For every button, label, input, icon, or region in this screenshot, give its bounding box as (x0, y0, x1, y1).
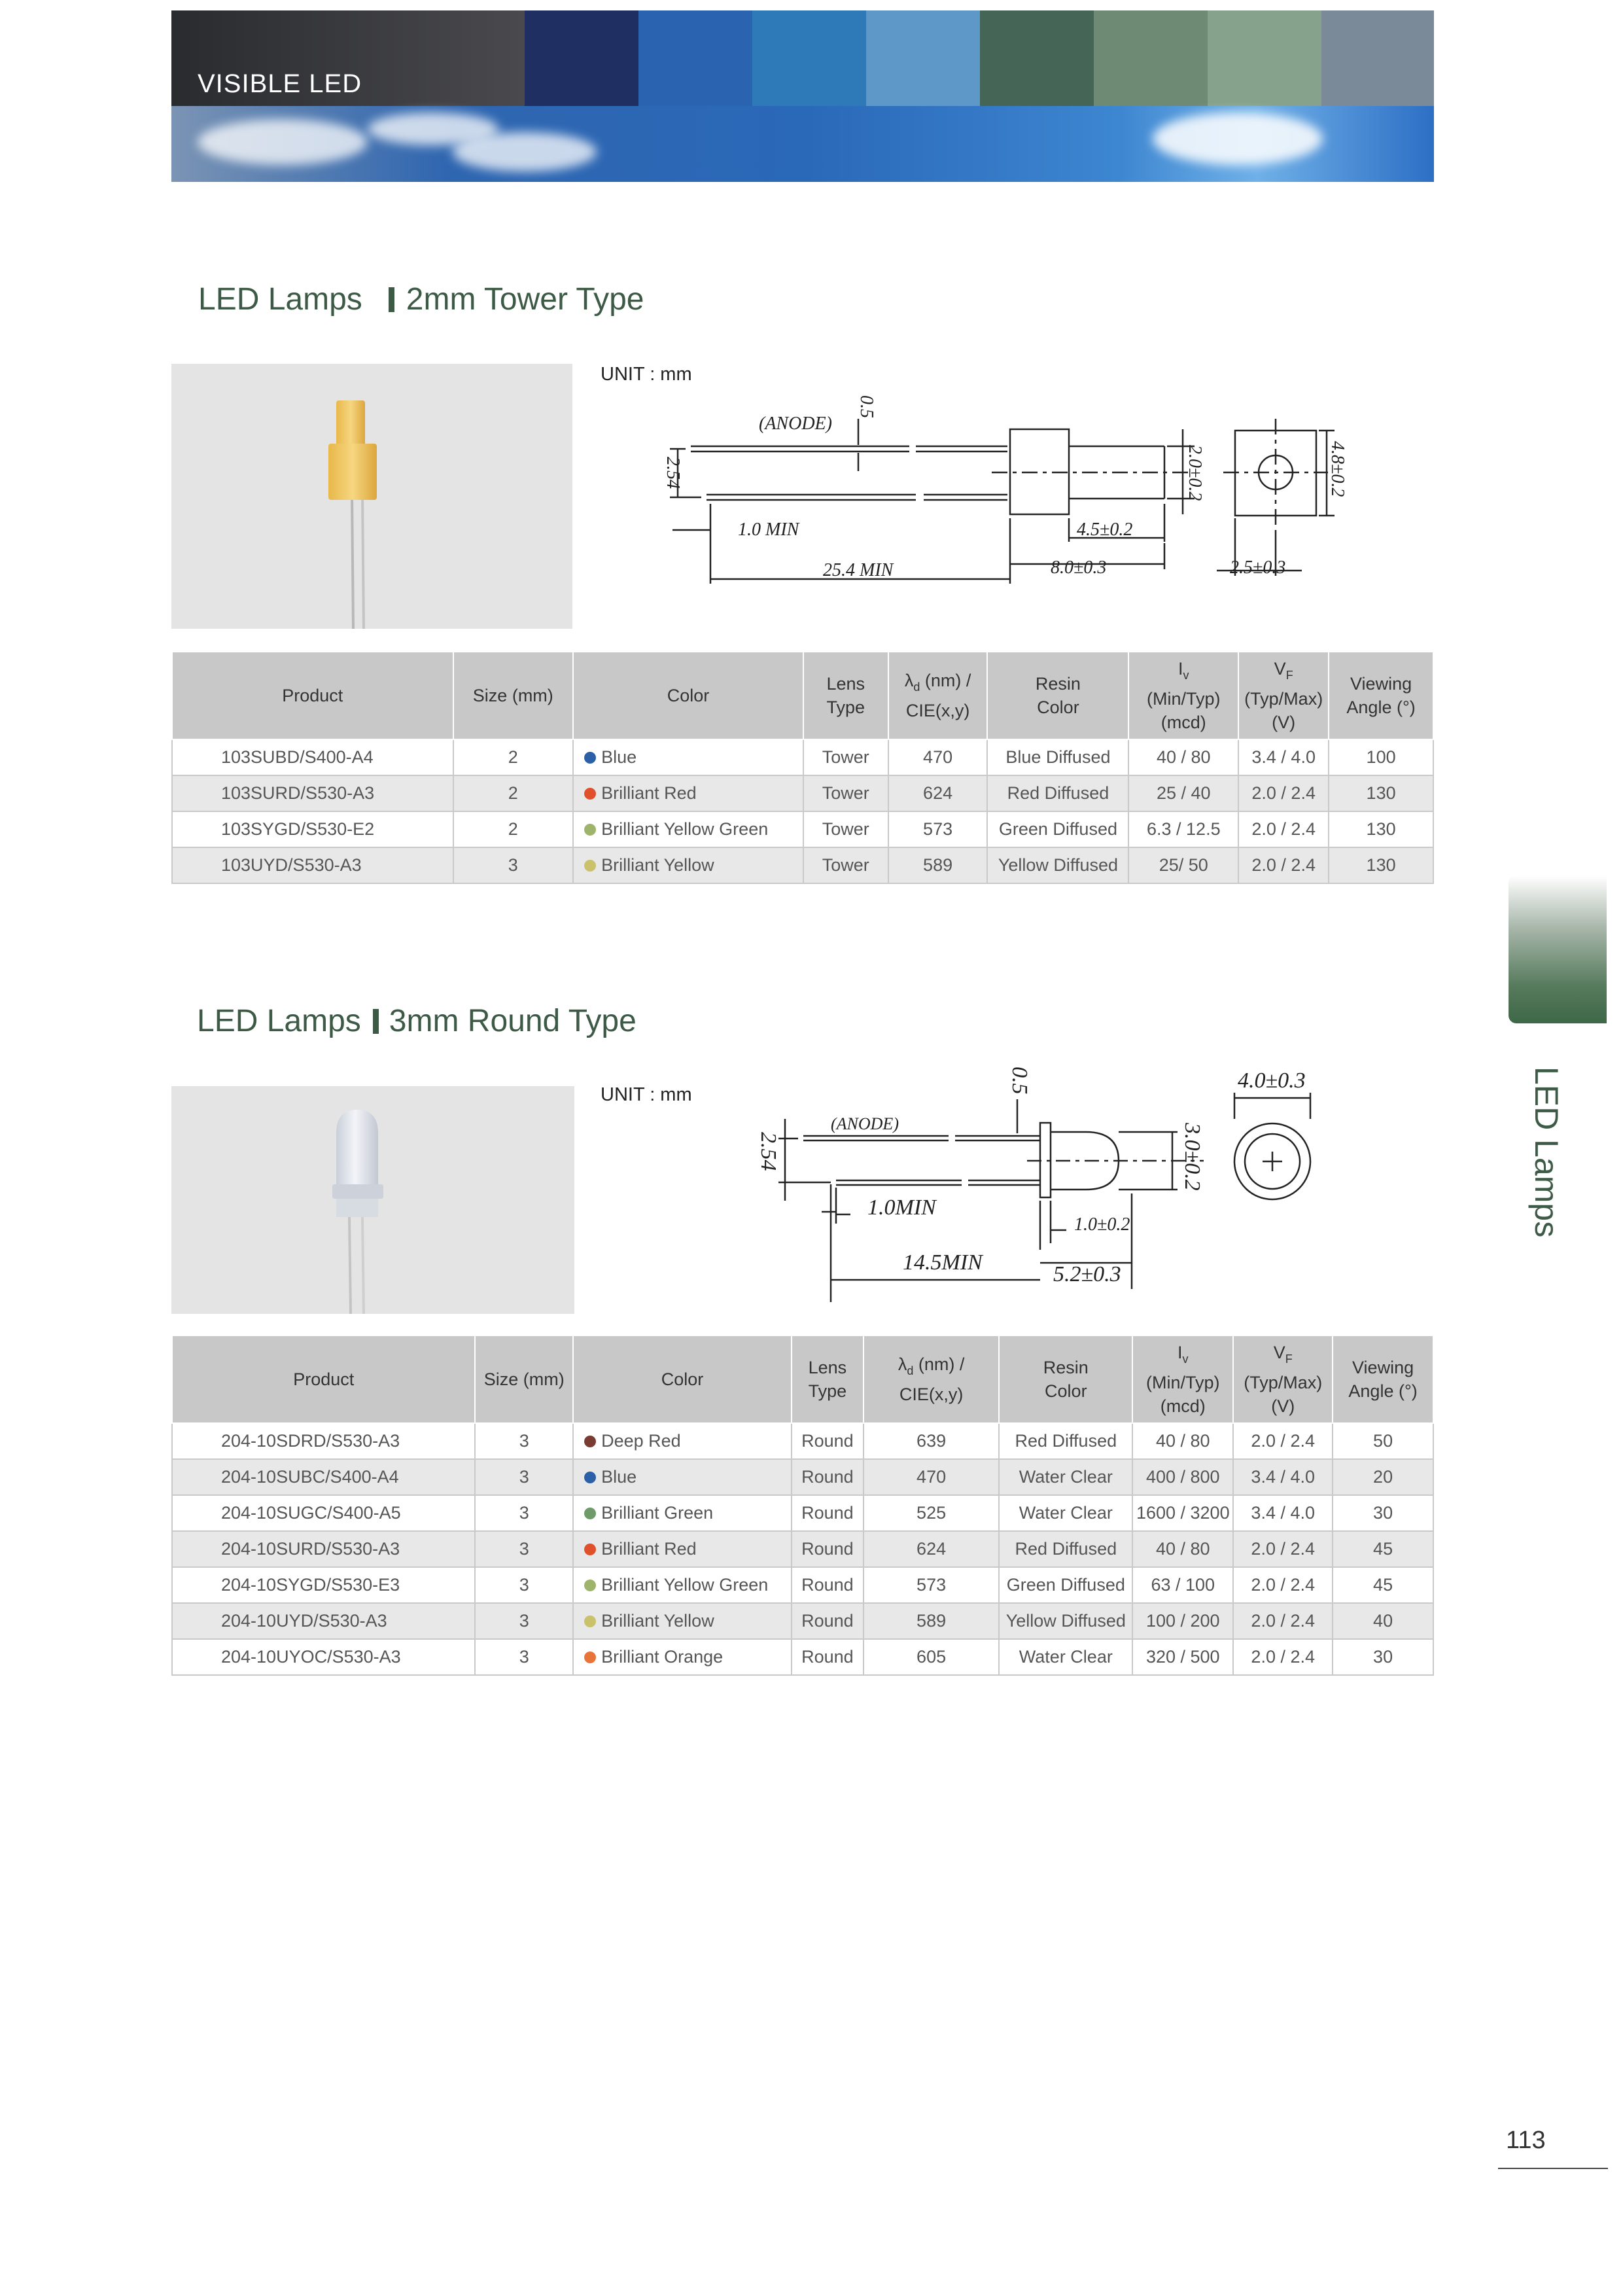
color-dot-icon (584, 1616, 596, 1627)
cell-iv: 40 / 80 (1132, 1531, 1233, 1567)
header-size: Size (mm) (475, 1335, 573, 1423)
color-dot-icon (584, 1472, 596, 1483)
color-dot-icon (584, 752, 596, 764)
cell-iv: 40 / 80 (1132, 1423, 1233, 1459)
cell-size: 3 (453, 847, 574, 883)
cell-iv: 40 / 80 (1128, 739, 1238, 775)
cell-lens: Round (792, 1459, 864, 1495)
cell-lens: Round (792, 1423, 864, 1459)
header-banner (171, 10, 1434, 182)
round-spec-table (171, 1335, 1434, 1676)
cell-vf: 2.0 / 2.4 (1238, 775, 1329, 811)
header-viewing-angle: Viewing Angle (°) (1333, 1335, 1433, 1423)
table-row (172, 739, 1433, 775)
cell-size: 2 (453, 811, 574, 847)
round-dim-diameter: 3.0±0.2 (1180, 1123, 1204, 1191)
header-lens: Lens Type (792, 1335, 864, 1423)
cell-iv: 400 / 800 (1132, 1459, 1233, 1495)
cell-vf: 2.0 / 2.4 (1233, 1531, 1333, 1567)
round-unit-label: UNIT : mm (601, 1084, 692, 1105)
cell-product: 204-10UYOC/S530-A3 (172, 1639, 475, 1675)
cell-color: Brilliant Yellow (573, 1603, 792, 1639)
cell-size: 2 (453, 775, 574, 811)
cell-lens: Round (792, 1603, 864, 1639)
tower-dim-lead-min: 1.0 MIN (738, 520, 799, 540)
tower-section-title (198, 281, 644, 317)
cell-size: 3 (475, 1603, 573, 1639)
round-dim-flange: 1.0±0.2 (1074, 1214, 1130, 1235)
tower-dimension-drawing (654, 380, 1361, 602)
cell-resin: Green Diffused (999, 1567, 1132, 1603)
cell-angle: 45 (1333, 1567, 1433, 1603)
cell-product: 204-10SUGC/S400-A5 (172, 1495, 475, 1531)
table-header-row (172, 1335, 1433, 1423)
cell-wavelength: 573 (864, 1567, 1000, 1603)
cell-wavelength: 589 (864, 1603, 1000, 1639)
header-vf: $V_F$ (Typ/Max) (V) (1238, 652, 1329, 739)
cell-angle: 100 (1329, 739, 1433, 775)
color-dot-icon (584, 824, 596, 836)
tower-title-left: LED Lamps (198, 282, 362, 317)
side-tab (1509, 875, 1607, 1023)
cell-angle: 30 (1333, 1639, 1433, 1675)
tower-title-right: 2mm Tower Type (406, 282, 644, 317)
cell-resin: Green Diffused (987, 811, 1128, 847)
cell-lens: Round (792, 1567, 864, 1603)
color-dot-icon (584, 788, 596, 800)
header-iv: $I_v$ (Min/Typ) (mcd) (1128, 652, 1238, 739)
cell-iv: 25 / 40 (1128, 775, 1238, 811)
title-divider (389, 287, 394, 312)
header-color: Color (573, 1335, 792, 1423)
table-row (172, 847, 1433, 883)
color-dot-icon (584, 1436, 596, 1447)
color-dot-icon (584, 1651, 596, 1663)
cell-angle: 30 (1333, 1495, 1433, 1531)
tower-dim-width: 2.0±0.2 (1185, 445, 1205, 501)
page-number-rule (1498, 2168, 1608, 2169)
cell-wavelength: 470 (888, 739, 988, 775)
sky-image (171, 106, 1434, 182)
table-row (172, 1459, 1433, 1495)
cell-resin: Water Clear (999, 1459, 1132, 1495)
cell-color: Brilliant Yellow Green (573, 1567, 792, 1603)
header-lens: Lens Type (803, 652, 888, 739)
round-dim-length: 14.5MIN (903, 1250, 983, 1275)
cell-product: 204-10SUBC/S400-A4 (172, 1459, 475, 1495)
cell-product: 204-10SYGD/S530-E3 (172, 1567, 475, 1603)
cell-lens: Round (792, 1495, 864, 1531)
table-row (172, 1567, 1433, 1603)
color-dot-icon (584, 1544, 596, 1555)
round-title-right: 3mm Round Type (389, 1004, 637, 1038)
tower-dim-total: 8.0±0.3 (1051, 557, 1107, 578)
cell-color: Brilliant Yellow Green (573, 811, 803, 847)
round-dim-lead-width: 0.5 (1007, 1067, 1032, 1095)
round-dim-pitch: 2.54 (756, 1132, 780, 1171)
cell-lens: Round (792, 1531, 864, 1567)
cell-wavelength: 639 (864, 1423, 1000, 1459)
tower-dim-pitch: 2.54 (663, 457, 683, 489)
cell-iv: 6.3 / 12.5 (1128, 811, 1238, 847)
round-dim-rim: 4.0±0.3 (1238, 1069, 1306, 1093)
page-number: 113 (1506, 2127, 1546, 2154)
header-product: Product (172, 652, 453, 739)
cell-product: 103SURD/S530-A3 (172, 775, 453, 811)
cell-vf: 2.0 / 2.4 (1238, 847, 1329, 883)
cell-vf: 2.0 / 2.4 (1238, 811, 1329, 847)
cell-color: Deep Red (573, 1423, 792, 1459)
cell-lens: Tower (803, 775, 888, 811)
cell-angle: 45 (1333, 1531, 1433, 1567)
cell-size: 2 (453, 739, 574, 775)
side-tab-label: LED Lamps (1528, 1067, 1565, 1238)
tower-dim-anode: (ANODE) (759, 414, 832, 434)
cell-angle: 40 (1333, 1603, 1433, 1639)
cell-product: 204-10SURD/S530-A3 (172, 1531, 475, 1567)
table-row (172, 775, 1433, 811)
cell-product: 103SYGD/S530-E2 (172, 811, 453, 847)
table-row (172, 1423, 1433, 1459)
cell-wavelength: 624 (864, 1531, 1000, 1567)
cell-resin: Yellow Diffused (987, 847, 1128, 883)
cell-wavelength: 589 (888, 847, 988, 883)
cell-angle: 50 (1333, 1423, 1433, 1459)
cell-wavelength: 470 (864, 1459, 1000, 1495)
round-led-photo (171, 1086, 574, 1314)
tower-spec-table (171, 651, 1434, 884)
cell-color: Brilliant Red (573, 1531, 792, 1567)
cell-angle: 130 (1329, 847, 1433, 883)
cell-color: Brilliant Red (573, 775, 803, 811)
cell-lens: Round (792, 1639, 864, 1675)
cell-iv: 63 / 100 (1132, 1567, 1233, 1603)
header-size: Size (mm) (453, 652, 574, 739)
cell-color: Brilliant Orange (573, 1639, 792, 1675)
cell-vf: 3.4 / 4.0 (1233, 1459, 1333, 1495)
cell-resin: Red Diffused (987, 775, 1128, 811)
cell-iv: 100 / 200 (1132, 1603, 1233, 1639)
tower-dim-side-width: 2.5±0.3 (1230, 557, 1286, 578)
cell-vf: 2.0 / 2.4 (1233, 1639, 1333, 1675)
cell-color: Brilliant Yellow (573, 847, 803, 883)
header-color: Color (573, 652, 803, 739)
cell-size: 3 (475, 1423, 573, 1459)
cell-resin: Blue Diffused (987, 739, 1128, 775)
tower-dim-body-length: 4.5±0.2 (1077, 520, 1133, 540)
cell-color: Blue (573, 739, 803, 775)
header-wavelength: $\lambda_d$ (nm) / CIE(x,y) (864, 1335, 1000, 1423)
cell-vf: 2.0 / 2.4 (1233, 1423, 1333, 1459)
cell-resin: Red Diffused (999, 1531, 1132, 1567)
cell-vf: 2.0 / 2.4 (1233, 1567, 1333, 1603)
header-iv: $I_v$ (Min/Typ) (mcd) (1132, 1335, 1233, 1423)
cell-product: 103SUBD/S400-A4 (172, 739, 453, 775)
cell-iv: 320 / 500 (1132, 1639, 1233, 1675)
cell-size: 3 (475, 1495, 573, 1531)
table-row (172, 811, 1433, 847)
cell-size: 3 (475, 1639, 573, 1675)
tower-dim-height: 4.8±0.2 (1327, 441, 1348, 497)
cell-size: 3 (475, 1459, 573, 1495)
cell-product: 204-10UYD/S530-A3 (172, 1603, 475, 1639)
header-wavelength: $\lambda_d$ (nm) / CIE(x,y) (888, 652, 988, 739)
cell-product: 103UYD/S530-A3 (172, 847, 453, 883)
cell-wavelength: 573 (888, 811, 988, 847)
cell-color: Blue (573, 1459, 792, 1495)
round-dim-lead-min: 1.0MIN (867, 1195, 936, 1220)
title-divider (373, 1009, 379, 1034)
cell-resin: Water Clear (999, 1495, 1132, 1531)
round-title-left: LED Lamps (197, 1004, 361, 1038)
color-dot-icon (584, 1508, 596, 1519)
cell-resin: Yellow Diffused (999, 1603, 1132, 1639)
cell-color: Brilliant Green (573, 1495, 792, 1531)
cell-angle: 130 (1329, 811, 1433, 847)
tower-led-photo (171, 364, 572, 629)
round-section-title (197, 1003, 637, 1039)
tower-dim-length: 25.4 MIN (823, 560, 894, 580)
header-resin: Resin Color (999, 1335, 1132, 1423)
table-row (172, 1531, 1433, 1567)
cell-iv: 25/ 50 (1128, 847, 1238, 883)
round-dim-body: 5.2±0.3 (1053, 1262, 1121, 1286)
cell-vf: 2.0 / 2.4 (1233, 1603, 1333, 1639)
round-dim-anode: (ANODE) (831, 1114, 899, 1133)
table-header-row (172, 652, 1433, 739)
header-viewing-angle: Viewing Angle (°) (1329, 652, 1433, 739)
cell-lens: Tower (803, 739, 888, 775)
cell-lens: Tower (803, 811, 888, 847)
color-dot-icon (584, 1580, 596, 1591)
cell-angle: 20 (1333, 1459, 1433, 1495)
round-dimension-drawing (746, 1053, 1348, 1309)
cell-wavelength: 605 (864, 1639, 1000, 1675)
cell-size: 3 (475, 1531, 573, 1567)
cell-product: 204-10SDRD/S530-A3 (172, 1423, 475, 1459)
banner-title: VISIBLE LED (198, 69, 362, 98)
table-row (172, 1639, 1433, 1675)
color-dot-icon (584, 860, 596, 872)
header-resin: Resin Color (987, 652, 1128, 739)
header-vf: $V_F$ (Typ/Max) (V) (1233, 1335, 1333, 1423)
cell-vf: 3.4 / 4.0 (1233, 1495, 1333, 1531)
tower-dim-lead-width: 0.5 (856, 395, 877, 418)
cell-wavelength: 624 (888, 775, 988, 811)
cell-lens: Tower (803, 847, 888, 883)
tower-unit-label: UNIT : mm (601, 364, 692, 385)
cell-iv: 1600 / 3200 (1132, 1495, 1233, 1531)
cell-resin: Water Clear (999, 1639, 1132, 1675)
cell-angle: 130 (1329, 775, 1433, 811)
cell-wavelength: 525 (864, 1495, 1000, 1531)
header-product: Product (172, 1335, 475, 1423)
cell-vf: 3.4 / 4.0 (1238, 739, 1329, 775)
table-row (172, 1495, 1433, 1531)
cell-resin: Red Diffused (999, 1423, 1132, 1459)
table-row (172, 1603, 1433, 1639)
cell-size: 3 (475, 1567, 573, 1603)
